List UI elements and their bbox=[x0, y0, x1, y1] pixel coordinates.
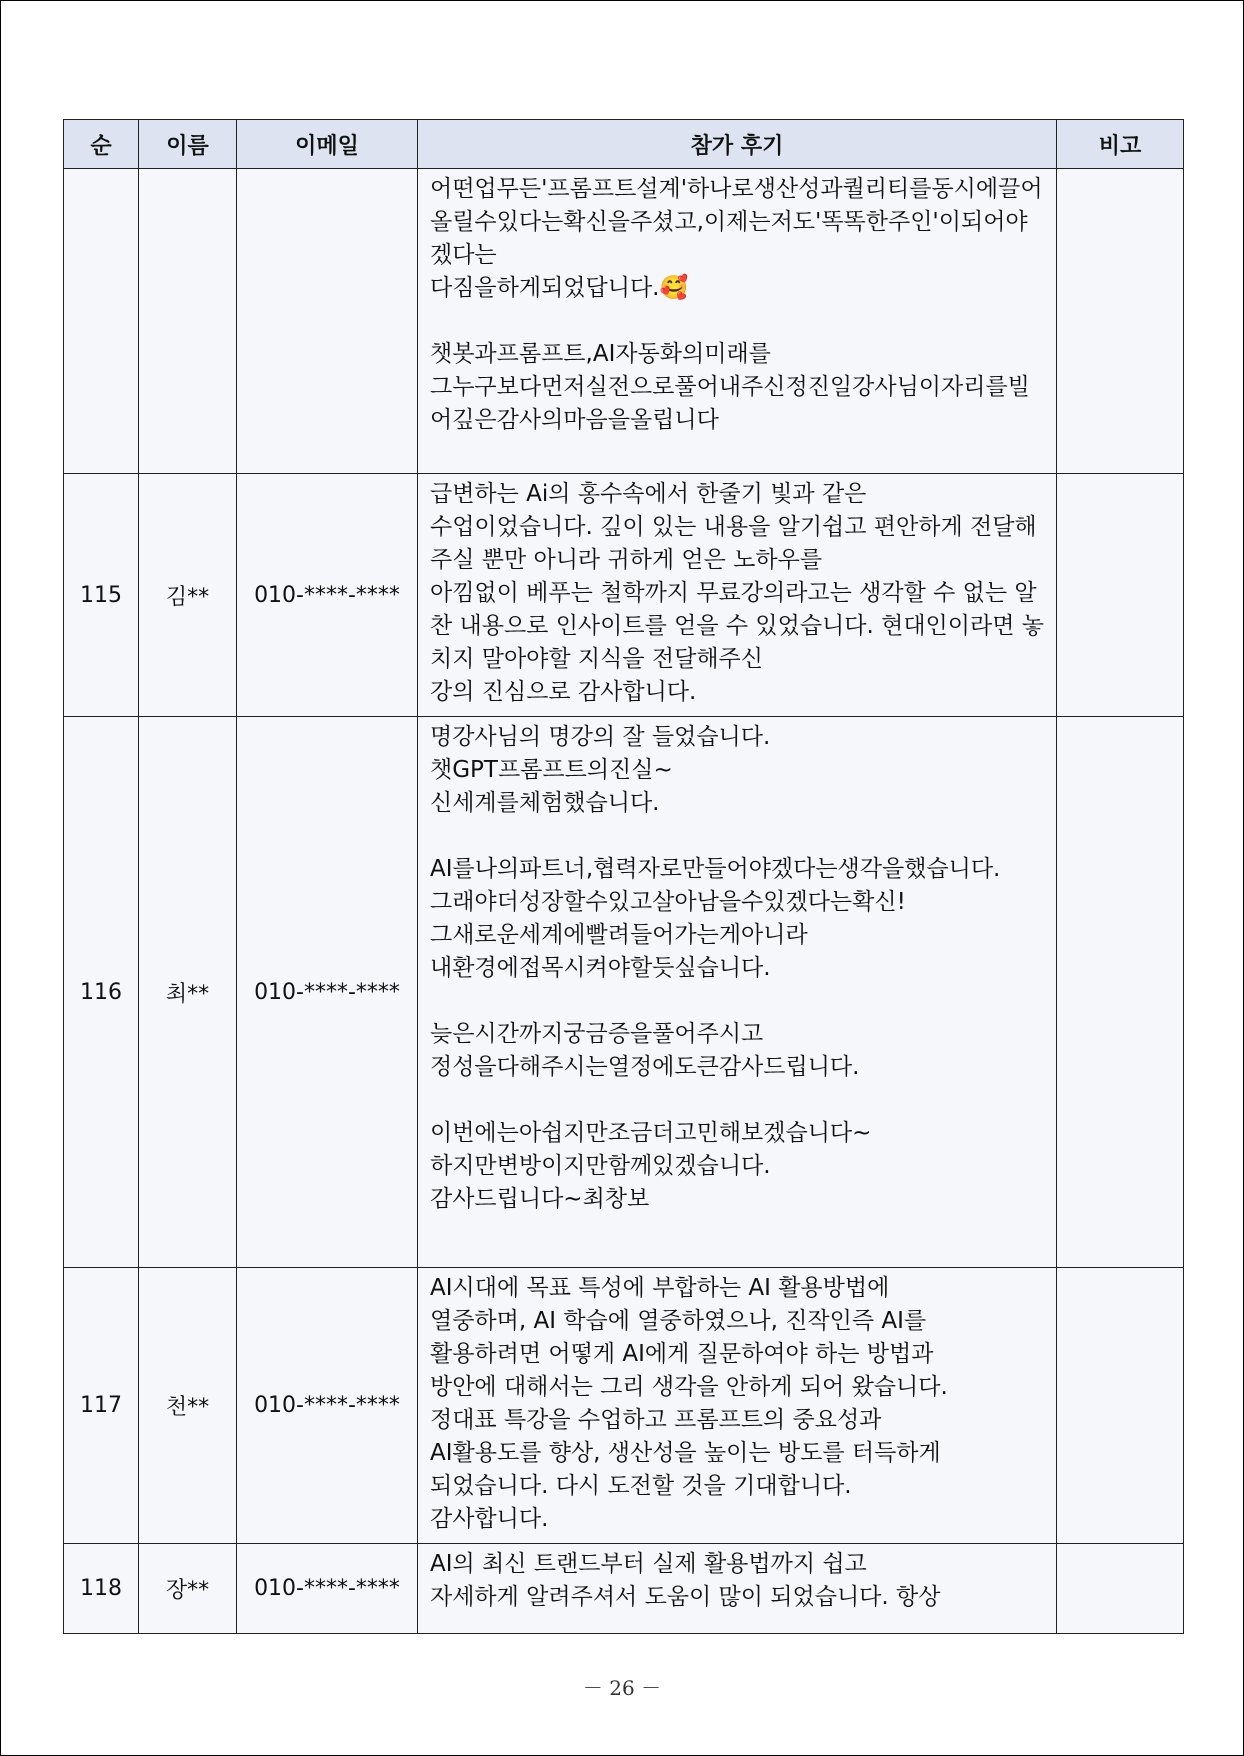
review-table bbox=[63, 119, 1184, 1634]
table-row bbox=[64, 717, 1184, 1268]
cell-no: 116 bbox=[64, 717, 139, 1268]
header-email: 이메일 bbox=[237, 120, 418, 169]
cell-email: 010-****-**** bbox=[237, 717, 418, 1268]
table-row bbox=[64, 1544, 1184, 1634]
cell-name: 장** bbox=[139, 1544, 237, 1634]
cell-email: 010-****-**** bbox=[237, 474, 418, 717]
cell-review: 명강사님의 명강의 잘 들었습니다. 챗GPT프롬프트의진실~ 신세계를체험했습니다. AI를나의파트너,협력자로만들어야겠다는생각을했습니다. 그래야더성장할수있고살아남을수있겠다는확신! 그새로운세계에빨려들어가는게아니라 내환경에접목시켜야할듯싶습니다. 늦은시간까지궁금증을풀어주시고 정성을다해주시는열정에도큰감사드립니다. 이번에는아쉽지만조금더고민해보겠습니다~ 하지만변방이지만함께있겠습니다. 감사드립니다~최창보 bbox=[418, 717, 1057, 1268]
header-no: 순 bbox=[64, 120, 139, 169]
cell-no: 118 bbox=[64, 1544, 139, 1634]
table-row bbox=[64, 474, 1184, 717]
cell-note bbox=[1057, 1544, 1184, 1634]
cell-email: 010-****-**** bbox=[237, 1544, 418, 1634]
cell-note bbox=[1057, 717, 1184, 1268]
cell-no: 117 bbox=[64, 1268, 139, 1544]
cell-no bbox=[64, 169, 139, 474]
page-number: － 26 － bbox=[582, 1676, 662, 1700]
cell-no: 115 bbox=[64, 474, 139, 717]
cell-review: AI의 최신 트랜드부터 실제 활용법까지 쉽고 자세하게 알려주셔서 도움이 많이 되었습니다. 항상 bbox=[418, 1544, 1057, 1634]
cell-note bbox=[1057, 1268, 1184, 1544]
header-name: 이름 bbox=[139, 120, 237, 169]
cell-name: 천** bbox=[139, 1268, 237, 1544]
cell-name bbox=[139, 169, 237, 474]
cell-name: 김** bbox=[139, 474, 237, 717]
cell-note bbox=[1057, 169, 1184, 474]
header-review: 참가 후기 bbox=[418, 120, 1057, 169]
cell-email: 010-****-**** bbox=[237, 1268, 418, 1544]
cell-review: AI시대에 목표 특성에 부합하는 AI 활용방법에 열중하며, AI 학습에 열중하였으나, 진작인즉 AI를 활용하려면 어떻게 AI에게 질문하여야 하는 방법과 방안에 대해서는 그리 생각을 안하게 되어 왔습니다. 정대표 특강을 수업하고 프롬프트의 중요성과 AI활용도를 향상, 생산성을 높이는 방도를 터득하게 되었습니다. 다시 도전할 것을 기대합니다. 감사합니다. bbox=[418, 1268, 1057, 1544]
cell-review: 어떤업무든'프롬프트설계'하나로생산성과퀄리티를동시에끌어올릴수있다는확신을주셨고,이제는저도'똑똑한주인'이되어야겠다는 다짐을하게되었답니다.🥰 챗봇과프롬프트,AI자동화의미래를 그누구보다먼저실전으로풀어내주신정진일강사님이자리를빌어깊은감사의마음을올립니다 bbox=[418, 169, 1057, 474]
cell-review: 급변하는 Ai의 홍수속에서 한줄기 빛과 같은 수업이었습니다. 깊이 있는 내용을 알기쉽고 편안하게 전달해주실 뿐만 아니라 귀하게 얻은 노하우를 아낌없이 베푸는 철학까지 무료강의라고는 생각할 수 없는 알찬 내용으로 인사이트를 얻을 수 있었습니다. 현대인이라면 놓치지 말아야할 지식을 전달해주신 강의 진심으로 감사합니다. bbox=[418, 474, 1057, 717]
table-row bbox=[64, 169, 1184, 474]
cell-name: 최** bbox=[139, 717, 237, 1268]
cell-note bbox=[1057, 474, 1184, 717]
header-row bbox=[64, 120, 1184, 169]
table-row bbox=[64, 1268, 1184, 1544]
cell-email bbox=[237, 169, 418, 474]
header-note: 비고 bbox=[1057, 120, 1184, 169]
